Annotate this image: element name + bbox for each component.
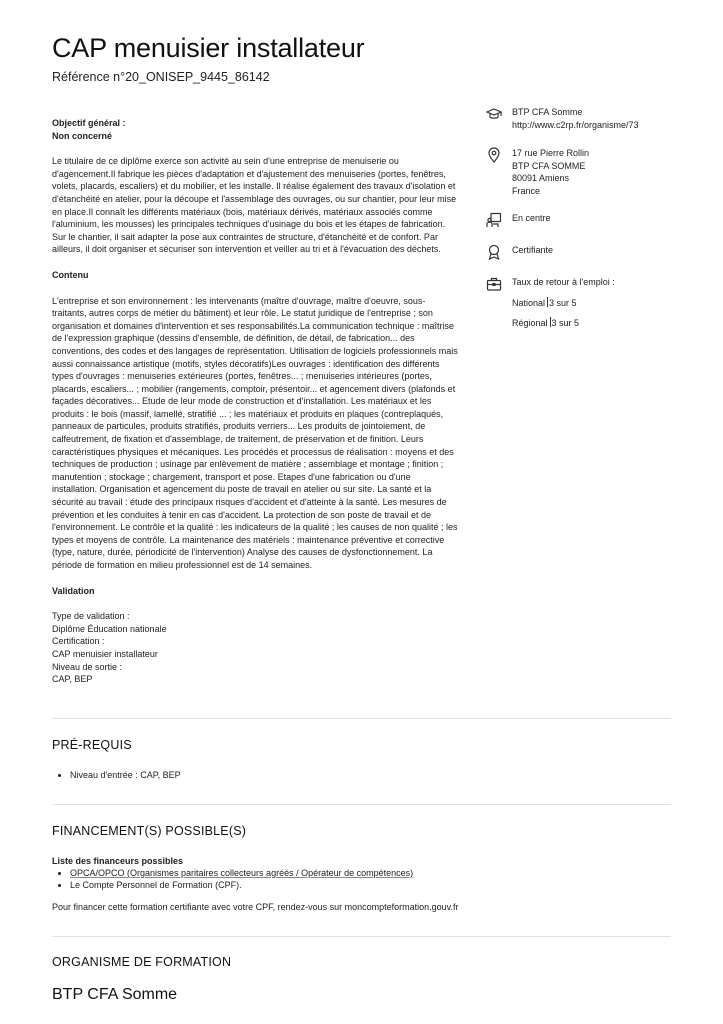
rate-national-value: 3 sur 5	[549, 297, 577, 308]
divider	[52, 936, 671, 937]
prereq-list	[70, 769, 181, 781]
mode-label: En centre	[512, 213, 551, 223]
organisme-name: BTP CFA Somme	[52, 986, 178, 1003]
reference-number: Référence n°20_ONISEP_9445_86142	[52, 70, 270, 84]
objectif-value: Non concerné	[52, 130, 113, 141]
validation-line: Diplôme Éducation nationale	[52, 623, 167, 634]
address-line: BTP CFA SOMME	[512, 160, 586, 171]
validation-label: Validation	[52, 585, 95, 596]
organisme-title: ORGANISME DE FORMATION	[52, 955, 232, 969]
map-pin-icon	[486, 147, 502, 163]
divider	[52, 718, 671, 719]
financeurs-label: Liste des financeurs possibles	[52, 856, 184, 866]
address-line: 17 rue Pierre Rollin	[512, 148, 590, 158]
contenu-label: Contenu	[52, 269, 89, 280]
rate-regional-label: Régional	[512, 318, 548, 329]
rate-national-label: National	[512, 297, 546, 308]
address-line: France	[512, 185, 541, 196]
validation-line: CAP, BEP	[52, 674, 93, 685]
objectif-label: Objectif général :	[52, 118, 126, 128]
org-url-link[interactable]: http://www.c2rp.fr/organisme/73	[512, 119, 639, 130]
rate-label: Taux de retour à l'emploi :	[512, 277, 615, 287]
classroom-icon	[486, 212, 502, 228]
validation-line: Niveau de sortie :	[52, 661, 123, 672]
address-line: 80091 Amiens	[512, 173, 570, 184]
graduation-cap-icon	[486, 106, 502, 122]
list-item[interactable]	[70, 867, 413, 879]
contenu-text: L'entreprise et son environnement : les intervenants (maître d'ouvrage, maître d'oeuvre, sous-traitants, autres corps de métier du bâtiment) et leur rôle. Le statut juridique de l'entreprise ; son organisation et domaines d'intervention et ses responsabilités.La communication technique : maîtrise de l'expression graphique (dessins d'ensemble, de définition, de détail, de fabrication... des conventions, des codes et des langages de représentation. Utilisation de logiciels professionnels mais aussi connaissance artistique (motifs, styles décoratifs)Les ouvrages : identification des différents types d'ouvrages : menuiseries extérieures (portes, fenêtres... ; menuiseries intérieures (portes, placards, escaliers... ; mobilier (rangements, comptoir, présentoir... et agencement divers (plafonds et façades décoratives... Etude de leur mode de construction et d'installation. Les matériaux et les produits : le bois (massif, lamellé, stratifié ... ; les matériaux et produits en plaques (contreplaqués, panneaux de particules, produits stratifiés, produits verriers... Les produits de jointoiement, de calfeutrement, de fixation et d'assemblage, de traitement, de préservation et de finition. Leurs caractéristiques physiques et mécaniques. Les procédés et processus de réalisation : moyens et des techniques de production ; usinage par enlèvement de matière ; assemblage et montage ; finition ; manutention ; stockage ; chargement, transport et pose. Etapes d'une fabrication ou d'une installation. Organisation et agencement du poste de travail en atelier ou sur site. La santé et la sécurité au travail : étude des principaux risques d'accident et d'atteinte à la santé. Les mesures de prévention et les conduites à tenir en cas d'accident. La protection de son poste de travail et de l'environnement. Le contrôle et la qualité : les indicateurs de la qualité ; les causes de non qualité ; les types et moyens de contrôle. La maintenance des matériels : maintenance préventive et corrective (type, nature, durée, périodicité de l'intervention) Analyse des causes de dysfonctionnement. La période de formation en milieu professionnel est de 14 semaines.	[52, 295, 458, 570]
rate-national	[512, 297, 682, 310]
rate-regional-value: 3 sur 5	[551, 318, 580, 329]
divider	[52, 804, 671, 805]
list-item: • Niveau d'entrée : CAP, BEP	[70, 769, 181, 781]
opco-link[interactable]: OPCA/OPCO (Organismes paritaires collecteurs agréés / Opérateur de compétences)	[70, 868, 414, 878]
validation-line: CAP menuisier installateur	[52, 648, 158, 659]
main-content	[52, 117, 458, 686]
list-item: • Le Compte Personnel de Formation (CPF).	[70, 879, 413, 891]
validation-line: Type de validation :	[52, 611, 130, 622]
cpf-note: Pour financer cette formation certifiante avec votre CPF, rendez-vous sur moncompteformation.gouv.fr	[52, 902, 459, 912]
cert-label: Certifiante	[512, 245, 554, 255]
validation-line: Certification :	[52, 636, 105, 647]
financeurs-list	[70, 867, 413, 891]
briefcase-icon	[486, 276, 502, 292]
rate-regional	[512, 317, 682, 330]
description-text: Le titulaire de ce diplôme exerce son activité au sein d'une entreprise de menuiserie ou d'agencement.Il fabrique les pièces d'adaptation et d'ajustement des menuiseries (portes, fenêtres, volets, placards, escaliers) et du mobilier, et les installe. Il réalise également des travaux d'isolation et d'étanchéité en atelier, pour la découpe et l'assemblage des ouvrages, ou sur chantier, pour leur mise en place.Il connaît les différents matériaux (bois, matériaux dérivés, matériaux associés comme l'aluminium, les mousses) les principales techniques d'usinage du bois et les étapes de fabrication. Sur le chantier, il sait adapter la pose aux contraintes de structure, d'étanchéité et de confort. Par ailleurs, il doit organiser et sécuriser son intervention et veiller au tri et à l'évacuation des déchets.	[52, 156, 457, 255]
prereq-title: PRÉ-REQUIS	[52, 738, 132, 752]
org-name: BTP CFA Somme	[512, 107, 583, 117]
financement-title: FINANCEMENT(S) POSSIBLE(S)	[52, 824, 247, 838]
award-icon	[486, 244, 502, 260]
page-title: CAP menuisier installateur	[52, 33, 365, 63]
validation-block	[52, 610, 458, 686]
